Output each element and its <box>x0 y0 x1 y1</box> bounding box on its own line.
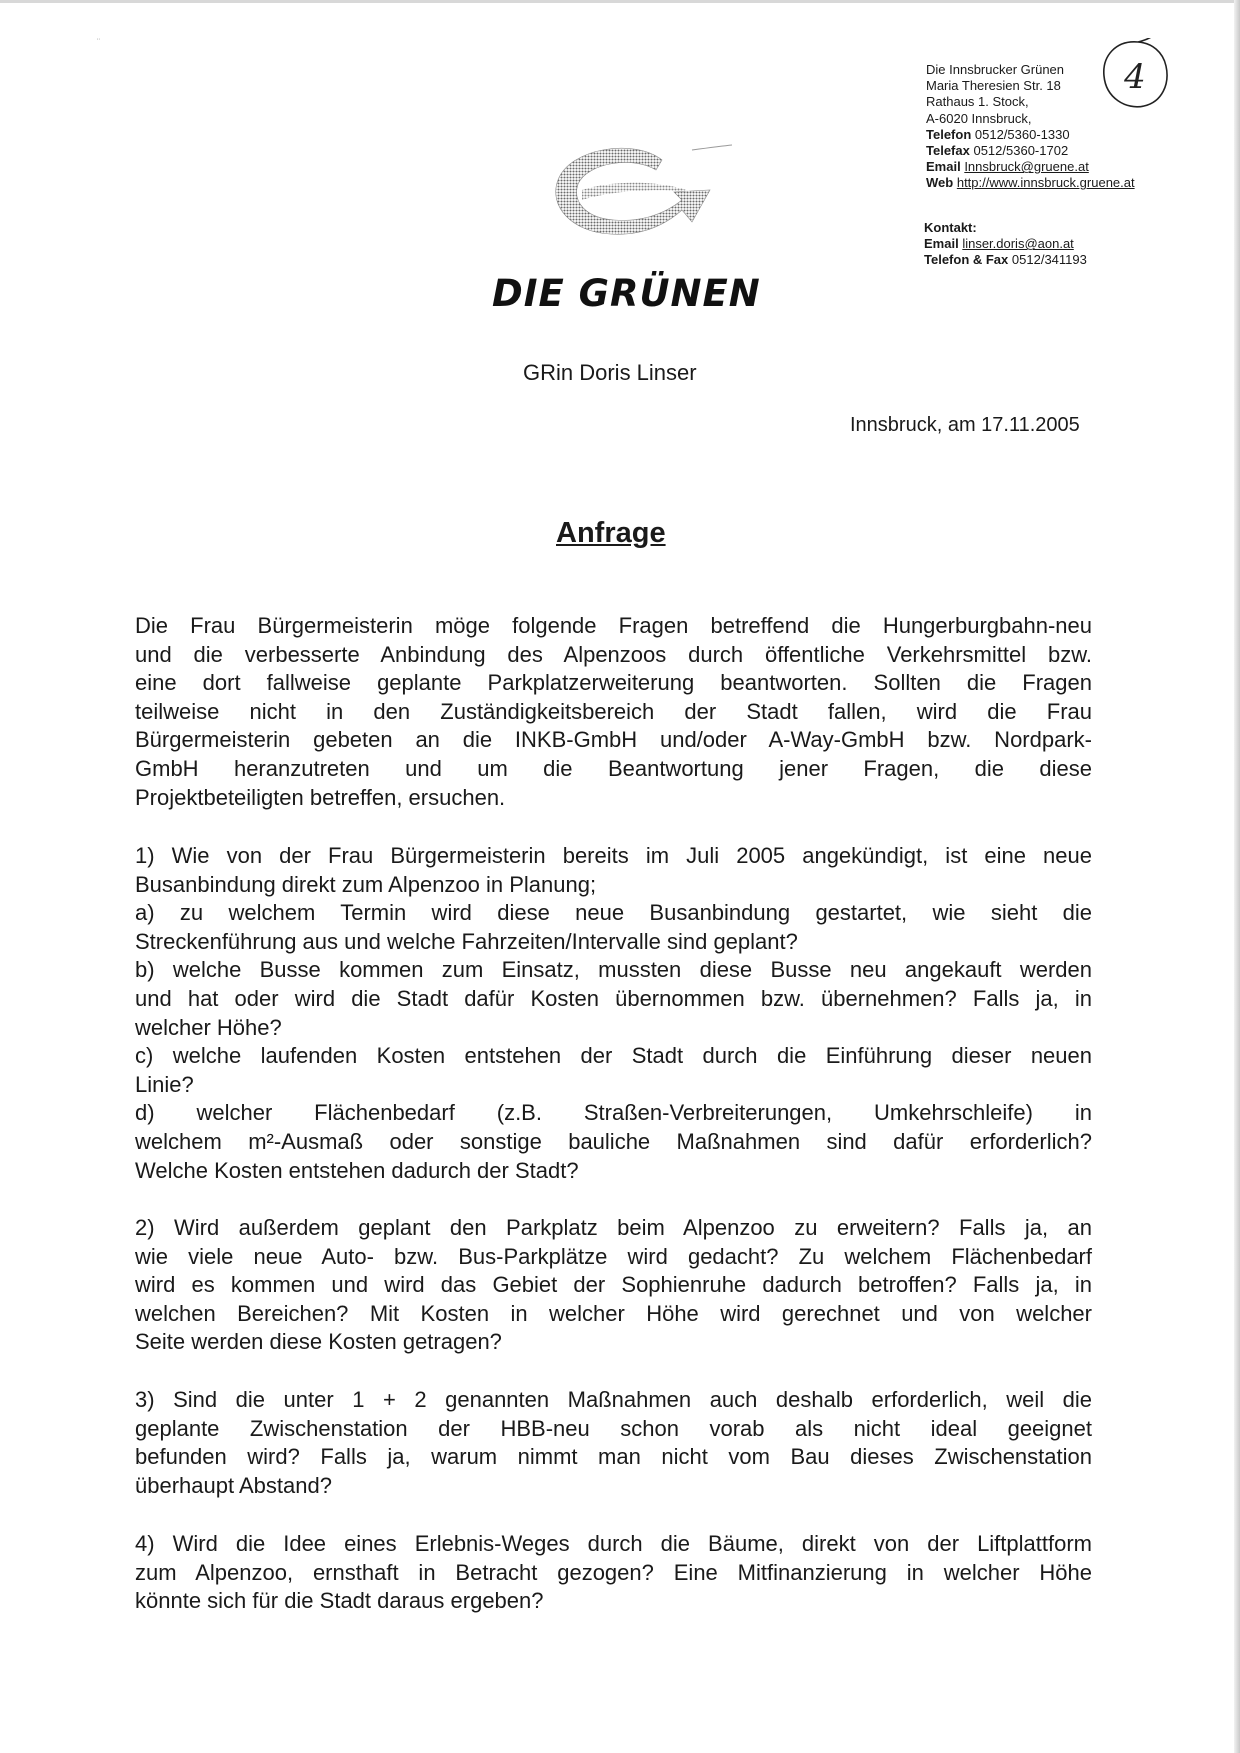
text-line: Busanbindung direkt zum Alpenzoo in Planung; <box>135 871 597 897</box>
email-label: Email <box>926 159 961 175</box>
text-line: zum Alpenzoo, ernsthaft in Betracht gezogen? Eine Mitfinanzierung in welcher Höhe <box>135 1559 1092 1585</box>
handwritten-page-number <box>1098 38 1173 113</box>
scan-speck: ¨ <box>97 37 100 47</box>
sender-line-4: A-6020 Innsbruck, <box>926 110 1032 126</box>
text-line: a) zu welchem Termin wird diese neue Busanbindung gestartet, wie sieht die <box>135 900 1092 926</box>
text-line: c) welche laufenden Kosten entstehen der Stadt durch die Einführung dieser neuen <box>135 1043 1092 1069</box>
scan-edge-right <box>1234 0 1240 1753</box>
text-line: b) welche Busse kommen zum Einsatz, mussten diese Busse neu angekauft werden <box>135 957 1092 983</box>
text-line: eine dort fallweise geplante Parkplatzerweiterung beantworten. Sollten die Fragen <box>135 670 1092 696</box>
contact-phone <box>924 252 1087 268</box>
text-line: und hat oder wird die Stadt dafür Kosten übernommen bzw. übernehmen? Falls ja, in <box>135 985 1092 1011</box>
page-number-text: 4 <box>1124 57 1146 97</box>
text-line: wie viele neue Auto- bzw. Bus-Parkplätze wird gedacht? Zu welchem Flächenbedarf <box>135 1243 1092 1269</box>
web-link[interactable]: http://www.innsbruck.gruene.at <box>956 175 1135 191</box>
text-line: wird es kommen und wird das Gebiet der Sophienruhe dadurch betroffen? Falls ja, in <box>135 1272 1092 1298</box>
text-line: könnte sich für die Stadt daraus ergeben? <box>135 1588 544 1614</box>
sender-line-1: Die Innsbrucker Grünen <box>926 62 1065 77</box>
telefax-label: Telefax <box>926 143 970 159</box>
telefon-label: Telefon <box>926 126 972 142</box>
date-line: Innsbruck, am 17.11.2005 <box>850 414 1080 436</box>
sender-web <box>926 175 1135 191</box>
sender-line-2: Maria Theresien Str. 18 <box>926 78 1061 94</box>
contact-block <box>924 220 1087 269</box>
intro-paragraph <box>135 612 1092 812</box>
text-line: Projektbeteiligten betreffen, ersuchen. <box>135 784 506 810</box>
sender-line-3: Rathaus 1. Stock, <box>926 94 1029 110</box>
text-line: Die Frau Bürgermeisterin möge folgende Fragen betreffend die Hungerburgbahn-neu <box>135 613 1092 638</box>
contact-heading: Kontakt: <box>924 220 977 235</box>
contact-email-link[interactable]: linser.doris@aon.at <box>962 236 1074 252</box>
text-line: welcher Höhe? <box>135 1014 282 1040</box>
scan-edge-top <box>0 0 1240 3</box>
telefax-value: 0512/5360-1702 <box>973 143 1069 159</box>
text-line: Streckenführung aus und welche Fahrzeiten/Intervalle sind geplant? <box>135 928 798 954</box>
text-line: Seite werden diese Kosten getragen? <box>135 1329 502 1355</box>
contact-phone-value: 0512/341193 <box>1011 252 1087 268</box>
text-line: Bürgermeisterin gebeten an die INKB-GmbH und/oder A-Way-GmbH bzw. Nordpark- <box>135 727 1092 753</box>
text-line: welchem m²-Ausmaß oder sonstige bauliche Maßnahmen sind dafür erforderlich? <box>135 1128 1092 1154</box>
contact-email <box>924 236 1087 252</box>
contact-phone-label: Telefon & Fax <box>924 252 1009 268</box>
contact-email-label: Email <box>924 236 959 252</box>
sender-email <box>926 159 1135 175</box>
text-line: teilweise nicht in den Zuständigkeitsbereich der Stadt fallen, wird die Frau <box>135 698 1092 724</box>
sender-telefax <box>926 143 1135 159</box>
web-label: Web <box>926 175 954 191</box>
text-line: 1) Wie von der Frau Bürgermeisterin bereits im Juli 2005 angekündigt, ist eine neue <box>135 843 1092 868</box>
logo-wordmark: DIE GRÜNEN <box>492 272 761 315</box>
text-line: geplante Zwischenstation der HBB-neu schon vorab als nicht ideal geeignet <box>135 1415 1092 1441</box>
question-3 <box>135 1386 1092 1500</box>
question-4 <box>135 1530 1092 1616</box>
text-line: und die verbesserte Anbindung des Alpenzoos durch öffentliche Verkehrsmittel bzw. <box>135 641 1092 667</box>
text-line: überhaupt Abstand? <box>135 1472 332 1498</box>
document-title: Anfrage <box>556 517 666 549</box>
text-line: d) welcher Flächenbedarf (z.B. Straßen-Verbreiterungen, Umkehrschleife) in <box>135 1100 1092 1126</box>
telefon-value: 0512/5360-1330 <box>974 126 1070 142</box>
text-line: welchen Bereichen? Mit Kosten in welcher Höhe wird gerechnet und von welcher <box>135 1300 1092 1326</box>
text-line: GmbH heranzutreten und um die Beantwortung jener Fragen, die diese <box>135 755 1092 781</box>
text-line: befunden wird? Falls ja, warum nimmt man nicht vom Bau dieses Zwischenstation <box>135 1444 1092 1470</box>
email-link[interactable]: Innsbruck@gruene.at <box>964 159 1089 175</box>
text-line: 4) Wird die Idee eines Erlebnis-Weges durch die Bäume, direkt von der Liftplattform <box>135 1531 1092 1556</box>
text-line: Welche Kosten entstehen dadurch der Stadt? <box>135 1157 579 1183</box>
author-name: GRin Doris Linser <box>523 360 697 385</box>
text-line: 2) Wird außerdem geplant den Parkplatz beim Alpenzoo zu erweitern? Falls ja, an <box>135 1215 1092 1240</box>
die-gruenen-logo <box>542 140 732 250</box>
question-1 <box>135 842 1092 1185</box>
text-line: 3) Sind die unter 1 + 2 genannten Maßnahmen auch deshalb erforderlich, weil die <box>135 1387 1092 1412</box>
question-2 <box>135 1214 1092 1357</box>
sender-telefon <box>926 127 1135 143</box>
text-line: Linie? <box>135 1071 194 1097</box>
